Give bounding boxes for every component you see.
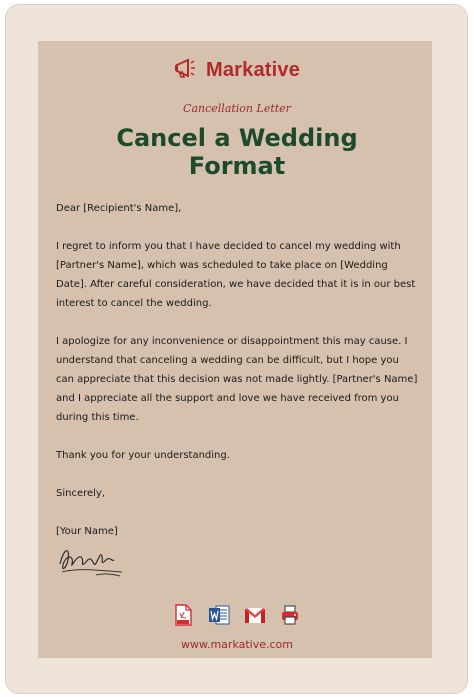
- sender-name: [Your Name]: [56, 526, 118, 537]
- thanks-line: Thank you for your understanding.: [56, 450, 230, 461]
- share-icons: [0, 604, 474, 626]
- pdf-icon[interactable]: [172, 604, 194, 626]
- brand-name: Markative: [205, 58, 301, 81]
- letter-body: [56, 199, 418, 560]
- brand-logo[interactable]: [0, 55, 474, 85]
- document-subtitle: Cancellation Letter: [183, 102, 291, 115]
- footer-url[interactable]: www.markative.com: [180, 638, 293, 651]
- closing: Sincerely,: [56, 488, 106, 499]
- gmail-icon[interactable]: [244, 604, 266, 626]
- megaphone-icon: [174, 57, 200, 84]
- word-icon[interactable]: [208, 604, 230, 626]
- signature: [56, 542, 126, 585]
- paragraph-1: I regret to inform you that I have decided to cancel my wedding with [Partner's Name], which was scheduled to take place on [Wedding Date]. After careful consideration, we have decided that it is in our best interest to cancel the wedding.: [56, 241, 416, 309]
- salutation: Dear [Recipient's Name],: [56, 203, 182, 214]
- page-title: Cancel a Wedding Format: [116, 124, 358, 180]
- print-icon[interactable]: [280, 604, 302, 626]
- paragraph-2: I apologize for any inconvenience or disappointment this may cause. I understand that canceling a wedding can be difficult, but I hope you can appreciate that this decision was not made lightly. [Partner's Name] and I appreciate all the support and love we have received from you during this time.: [56, 336, 418, 423]
